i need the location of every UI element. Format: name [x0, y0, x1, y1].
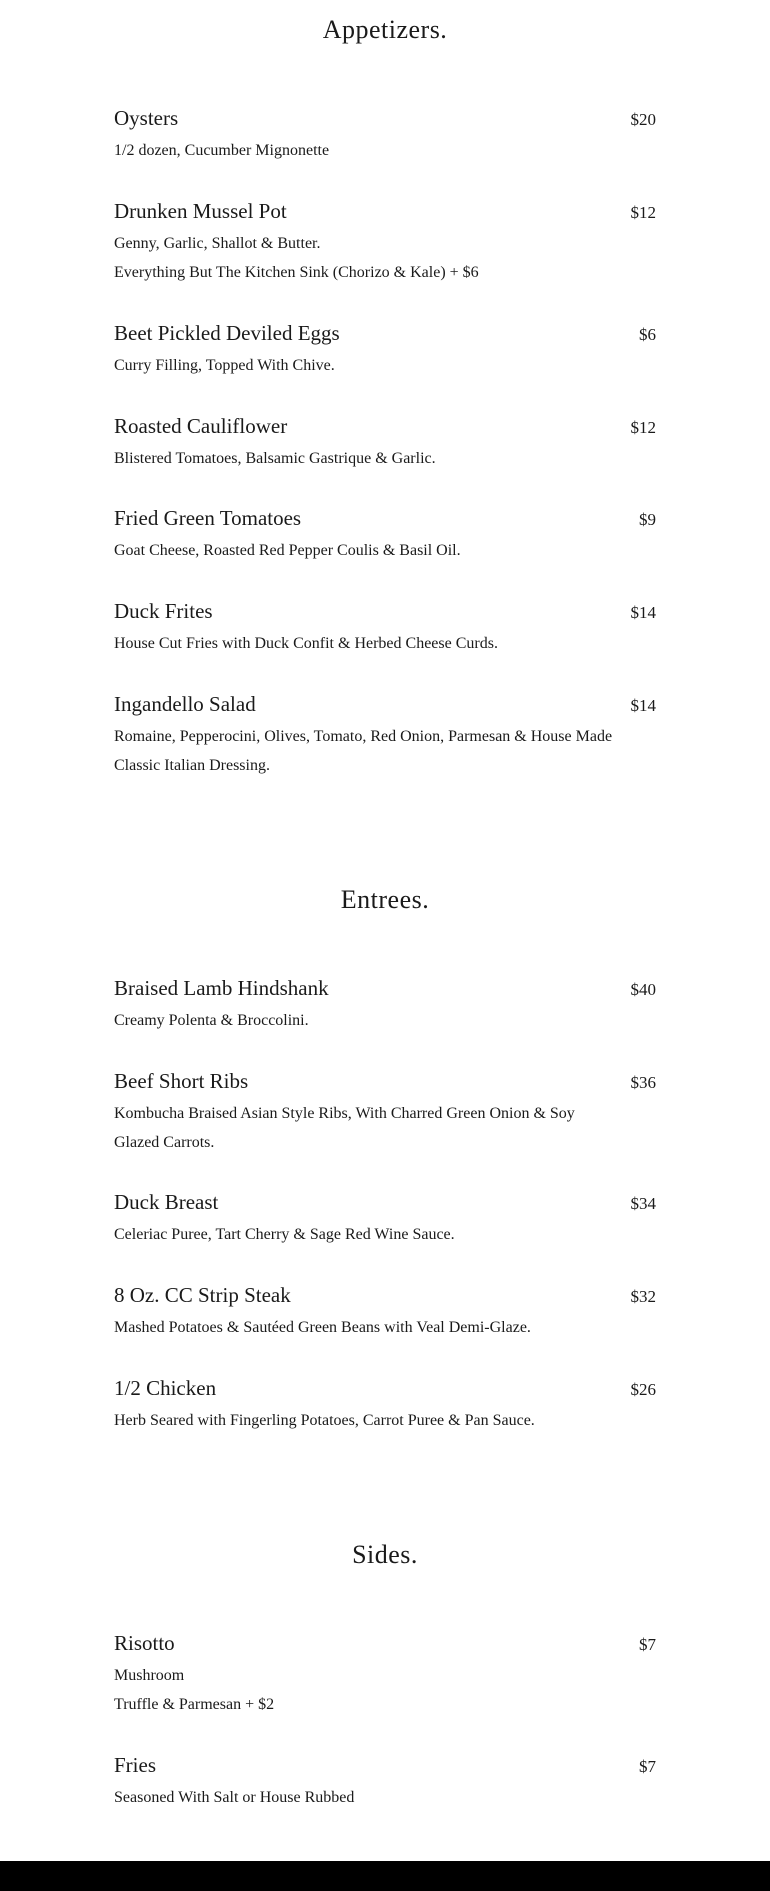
menu-item [114, 318, 656, 411]
item-description-line: Truffle & Parmesan + $2 [114, 1695, 275, 1713]
appetizers-section [0, 10, 770, 781]
item-description [114, 352, 624, 381]
menu-item [114, 973, 656, 1066]
item-name: 8 Oz. CC Strip Steak [114, 1283, 291, 1307]
item-description-line: Everything But The Kitchen Sink (Chorizo & Kale) + $6 [114, 263, 479, 281]
item-description-line: Genny, Garlic, Shallot & Butter. [114, 235, 321, 252]
item-description-line: Creamy Polenta & Broccolini. [114, 1012, 309, 1029]
entrees-title: Entrees. [340, 885, 430, 914]
item-price: $7 [639, 1635, 656, 1654]
item-name: 1/2 Chicken [114, 1376, 217, 1400]
menu-item [114, 1280, 656, 1373]
menu-item [114, 596, 656, 689]
menu-item [114, 1187, 656, 1280]
item-description-line: Curry Filling, Topped With Chive. [114, 357, 335, 374]
item-price: $14 [630, 603, 656, 622]
item-price: $12 [630, 203, 656, 222]
menu-item [114, 196, 656, 318]
item-description-line: Mashed Potatoes & Sautéed Green Beans with Veal Demi-Glaze. [114, 1319, 531, 1336]
item-description-line: Mushroom [114, 1667, 185, 1684]
item-description-line: Goat Cheese, Roasted Red Pepper Coulis & Basil Oil. [114, 542, 461, 559]
item-description [114, 1007, 624, 1036]
item-price: $34 [630, 1194, 656, 1213]
item-price: $6 [639, 325, 656, 344]
item-price: $7 [639, 1757, 656, 1776]
item-description-line: Herb Seared with Fingerling Potatoes, Carrot Puree & Pan Sauce. [114, 1412, 535, 1429]
item-price: $32 [630, 1287, 656, 1306]
item-name: Fries [114, 1753, 156, 1777]
item-price: $12 [630, 418, 656, 437]
item-name: Duck Breast [114, 1190, 219, 1214]
menu-item [114, 1750, 656, 1820]
item-description-line: 1/2 dozen, Cucumber Mignonette [114, 142, 330, 159]
item-name: Risotto [114, 1631, 175, 1655]
menu-item [114, 689, 656, 781]
item-name: Beet Pickled Deviled Eggs [114, 321, 340, 345]
menu-item [114, 503, 656, 596]
footer-bar [0, 1861, 770, 1891]
item-name: Fried Green Tomatoes [114, 506, 302, 530]
item-description [114, 230, 624, 287]
menu-item [114, 103, 656, 196]
item-description [114, 723, 624, 780]
item-description [114, 1314, 624, 1343]
item-description-line: Blistered Tomatoes, Balsamic Gastrique & Garlic. [114, 450, 436, 467]
item-name: Duck Frites [114, 599, 213, 623]
item-description [114, 1662, 624, 1719]
item-description-line: Celeriac Puree, Tart Cherry & Sage Red Wine Sauce. [114, 1226, 455, 1243]
item-name: Roasted Cauliflower [114, 414, 288, 438]
item-description [114, 537, 624, 566]
menu-item [114, 1628, 656, 1750]
item-description [114, 445, 624, 474]
item-name: Ingandello Salad [114, 692, 256, 716]
item-description [114, 1407, 624, 1436]
item-description [114, 137, 624, 166]
item-name: Drunken Mussel Pot [114, 199, 287, 223]
item-price: $26 [630, 1380, 656, 1399]
appetizers-title: Appetizers. [322, 15, 448, 44]
item-description-line: House Cut Fries with Duck Confit & Herbed Cheese Curds. [114, 635, 498, 652]
item-price: $36 [630, 1073, 656, 1092]
sides-section [0, 1535, 770, 1820]
item-name: Beef Short Ribs [114, 1069, 249, 1093]
item-price: $20 [630, 110, 656, 129]
item-name: Braised Lamb Hindshank [114, 976, 329, 1000]
item-description-line: Kombucha Braised Asian Style Ribs, With Charred Green Onion & Soy Glazed Carrots. [114, 1105, 575, 1151]
item-description [114, 630, 624, 659]
sides-title: Sides. [352, 1540, 418, 1569]
menu-item [114, 411, 656, 503]
item-price: $9 [639, 510, 656, 529]
item-description [114, 1221, 624, 1250]
item-description-line: Seasoned With Salt or House Rubbed [114, 1789, 355, 1806]
entrees-section [0, 880, 770, 1466]
item-name: Oysters [114, 106, 179, 130]
item-description-line: Romaine, Pepperocini, Olives, Tomato, Red Onion, Parmesan & House Made Classic Italian Dressing. [114, 728, 613, 774]
item-description [114, 1100, 624, 1157]
item-price: $40 [630, 980, 656, 999]
menu-item [114, 1066, 656, 1187]
item-description [114, 1784, 624, 1813]
menu-item [114, 1373, 656, 1466]
item-price: $14 [630, 696, 656, 715]
